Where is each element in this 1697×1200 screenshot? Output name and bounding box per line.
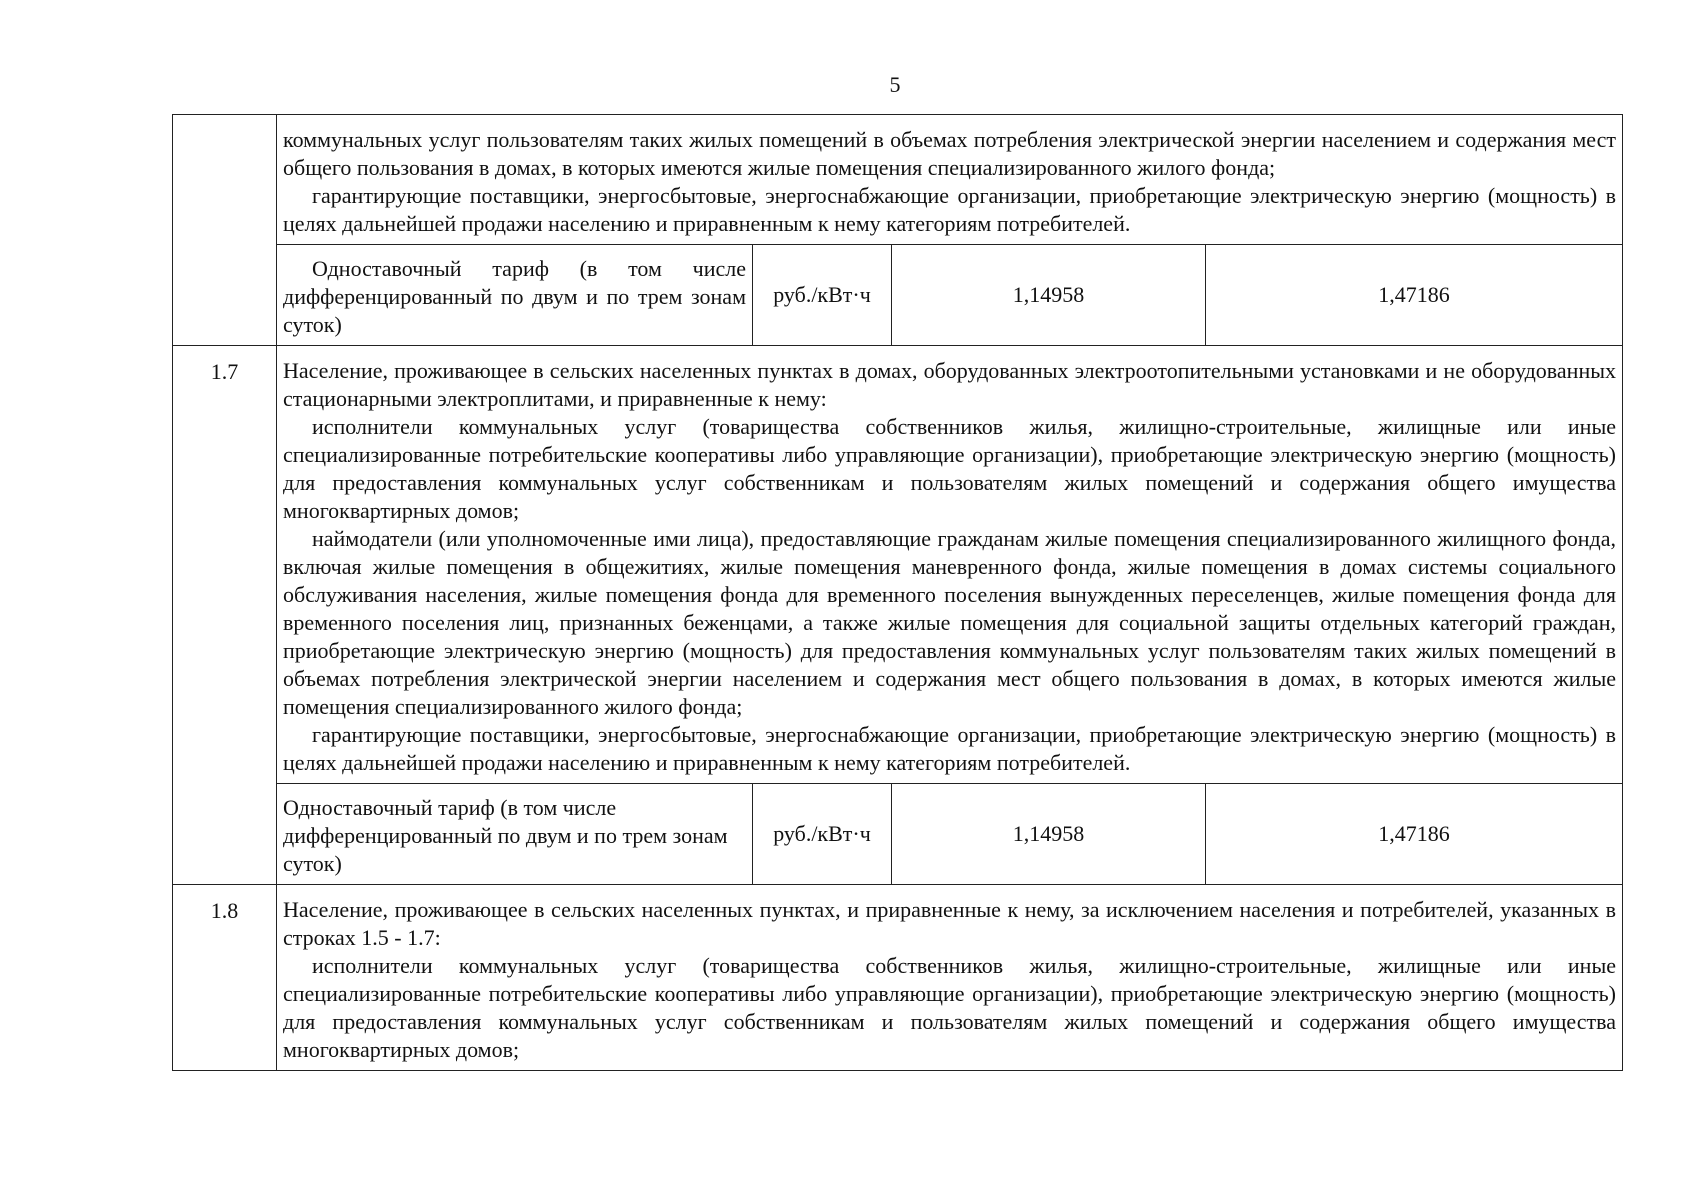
row-number: 1.8 [173, 885, 277, 1071]
tariff-name: Одноставочный тариф (в том числе дифференцированный по двум и по трем зонам суток) [277, 245, 753, 346]
row-number-cell [173, 115, 277, 346]
page-number: 5 [889, 72, 901, 97]
tariff-row [173, 245, 1623, 346]
description-paragraph: гарантирующие поставщики, энергосбытовые, энергоснабжающие организации, приобретающие электрическую энергию (мощность) в целях дальнейшей продажи населению и приравненным к нему категориям потребителей. [283, 722, 1616, 775]
tariff-name: Одноставочный тариф (в том числе дифференцированный по двум и по трем зонам суток) [277, 784, 753, 885]
description-paragraph: Население, проживающее в сельских населенных пунктах, и приравненные к нему, за исключением населения и потребителей, указанных в строках 1.5 - 1.7: [283, 897, 1616, 950]
row-number: 1.7 [173, 346, 277, 885]
description-paragraph: исполнители коммунальных услуг (товарищества собственников жилья, жилищно-строительные, жилищные или иные специализированные потребительские кооперативы либо управляющие организации), приобретающие электрическую энергию (мощность) для предоставления коммунальных услуг собственникам и пользователям жилых помещений и содержания общего имущества многоквартирных домов; [283, 953, 1616, 1062]
consumer-description [277, 885, 1623, 1071]
description-paragraph: Население, проживающее в сельских населенных пунктах в домах, оборудованных электроотопительными установками и не оборудованных стационарными электроплитами, и приравненные к нему: [283, 358, 1616, 411]
tariff-unit: руб./кВт·ч [753, 245, 892, 346]
table-row [173, 885, 1623, 1071]
consumer-description [277, 115, 1623, 245]
tariff-table [172, 114, 1623, 1071]
consumer-description [277, 346, 1623, 784]
tariff-row [173, 784, 1623, 885]
description-paragraph: исполнители коммунальных услуг (товарищества собственников жилья, жилищно-строительные, жилищные или иные специализированные потребительские кооперативы либо управляющие организации), приобретающие электрическую энергию (мощность) для предоставления коммунальных услуг собственникам и пользователям жилых помещений и содержания общего имущества многоквартирных домов; [283, 414, 1616, 523]
description-paragraph: наймодатели (или уполномоченные ими лица), предоставляющие гражданам жилые помещения специализированного жилищного фонда, включая жилые помещения в общежитиях, жилые помещения маневренного фонда, жилые помещения в домах системы социального обслуживания населения, жилые помещения фонда для временного поселения вынужденных переселенцев, жилые помещения фонда для временного поселения лиц, признанных беженцами, а также жилые помещения для социальной защиты отдельных категорий граждан, приобретающие электрическую энергию (мощность) для предоставления коммунальных услуг пользователям таких жилых помещений в объемах потребления электрической энергии населением и содержания мест общего пользования в домах, в которых имеются жилые помещения специализированного жилого фонда; [283, 526, 1616, 719]
description-paragraph: гарантирующие поставщики, энергосбытовые, энергоснабжающие организации, приобретающие электрическую энергию (мощность) в целях дальнейшей продажи населению и приравненным к нему категориям потребителей. [283, 183, 1616, 236]
description-paragraph: коммунальных услуг пользователям таких жилых помещений в объемах потребления электрической энергии населением и содержания мест общего пользования в домах, в которых имеются жилые помещения специализированного жилого фонда; [283, 127, 1616, 180]
table-row [173, 346, 1623, 784]
tariff-value-1: 1,14958 [892, 245, 1206, 346]
table-row [173, 115, 1623, 245]
tariff-value-1: 1,14958 [892, 784, 1206, 885]
tariff-value-2: 1,47186 [1206, 245, 1623, 346]
tariff-value-2: 1,47186 [1206, 784, 1623, 885]
tariff-unit: руб./кВт·ч [753, 784, 892, 885]
